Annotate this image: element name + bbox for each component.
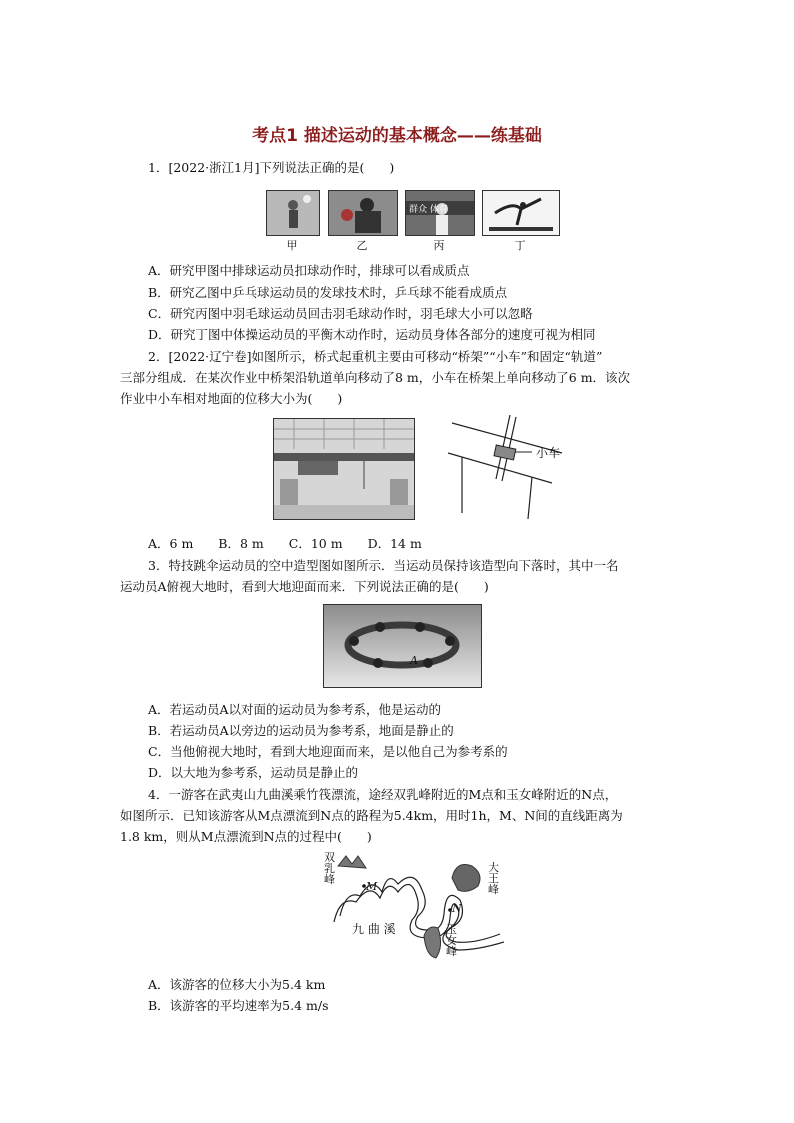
q1-stem: 1．[2022·浙江1月]下列说法正确的是( ) [148, 160, 395, 175]
q3-option-a: A．若运动员A以对面的运动员为参考系，他是运动的 [148, 702, 442, 717]
q1-photo-yi [328, 190, 398, 236]
q1-option-b: B．研究乙图中乒乓球运动员的发球技术时，乒乓球不能看成质点 [148, 285, 508, 300]
q3-skydivers-photo [323, 604, 482, 688]
q1-photo-bing [405, 190, 475, 236]
q1-option-c: C．研究丙图中羽毛球运动员回击羽毛球动作时，羽毛球大小可以忽略 [148, 306, 533, 321]
q4-shuangru-label: 双乳峰 [324, 851, 335, 886]
q2-stem-line-1: 2．[2022·辽宁卷]如图所示，桥式起重机主要由可移动“桥架”“小车”和固定“轨道” [148, 349, 603, 364]
q2-stem-line-2: 三部分组成．在某次作业中桥架沿轨道单向移动了8 m，小车在桥架上单向移动了6 m．该次 [120, 370, 631, 385]
q1-option-a: A．研究甲图中排球运动员扣球动作时，排球可以看成质点 [148, 263, 470, 278]
q1-photo-jia [266, 190, 320, 236]
q1-option-d: D．研究丁图中体操运动员的平衡木动作时，运动员身体各部分的速度可视为相同 [148, 327, 596, 342]
q4-river-map [318, 850, 504, 968]
q4-stem-line-1: 4．一游客在武夷山九曲溪乘竹筏漂流，途经双乳峰附近的M点和玉女峰附近的N点， [148, 787, 618, 802]
q4-jiuqu-label: 九 曲 溪 [352, 922, 396, 936]
q3-option-c: C．当他俯视大地时，看到大地迎面而来，是以他自己为参考系的 [148, 744, 508, 759]
q4-yunv-label: 玉女峰 [446, 923, 457, 958]
q1-photo-ding [482, 190, 560, 236]
q2-crane-diagram [440, 415, 580, 525]
q2-crane-photo [273, 418, 415, 520]
q3-option-b: B．若运动员A以旁边的运动员为参考系，地面是静止的 [148, 723, 454, 738]
q1-caption-ding: 丁 [514, 239, 526, 252]
q4-option-b: B．该游客的平均速率为5.4 m/s [148, 998, 329, 1013]
q4-stem-line-3: 1.8 km，则从M点漂流到N点的过程中( ) [120, 829, 372, 844]
q4-dawang-label: 大王峰 [488, 861, 499, 896]
q3-runner-a-label: A [410, 654, 418, 667]
page-title: 考点1 描述运动的基本概念——练基础 [252, 126, 542, 146]
q1-caption-yi: 乙 [356, 239, 368, 252]
q1-caption-jia: 甲 [286, 239, 298, 252]
q1-caption-bing: 丙 [433, 239, 445, 252]
q3-option-d: D．以大地为参考系，运动员是静止的 [148, 765, 359, 780]
q3-stem-line-1: 3．特技跳伞运动员的空中造型图如图所示．当运动员保持该造型向下落时，其中一名 [148, 558, 619, 573]
q1-photo-bing-text: 群众 体育 [409, 205, 448, 215]
q3-stem-line-2: 运动员A俯视大地时，看到大地迎面而来．下列说法正确的是( ) [120, 579, 489, 594]
q4-stem-line-2: 如图所示．已知该游客从M点漂流到N点的路程为5.4km，用时1h，M、N间的直线距离为 [120, 808, 623, 823]
q2-options: A．6 m B．8 m C．10 m D．14 m [148, 536, 422, 551]
q4-point-m: M [366, 880, 378, 893]
q4-point-n: N [452, 902, 462, 915]
q2-cart-label: 小车 [536, 446, 561, 460]
q2-stem-line-3: 作业中小车相对地面的位移大小为( ) [120, 391, 343, 406]
q4-option-a: A．该游客的位移大小为5.4 km [148, 977, 326, 992]
